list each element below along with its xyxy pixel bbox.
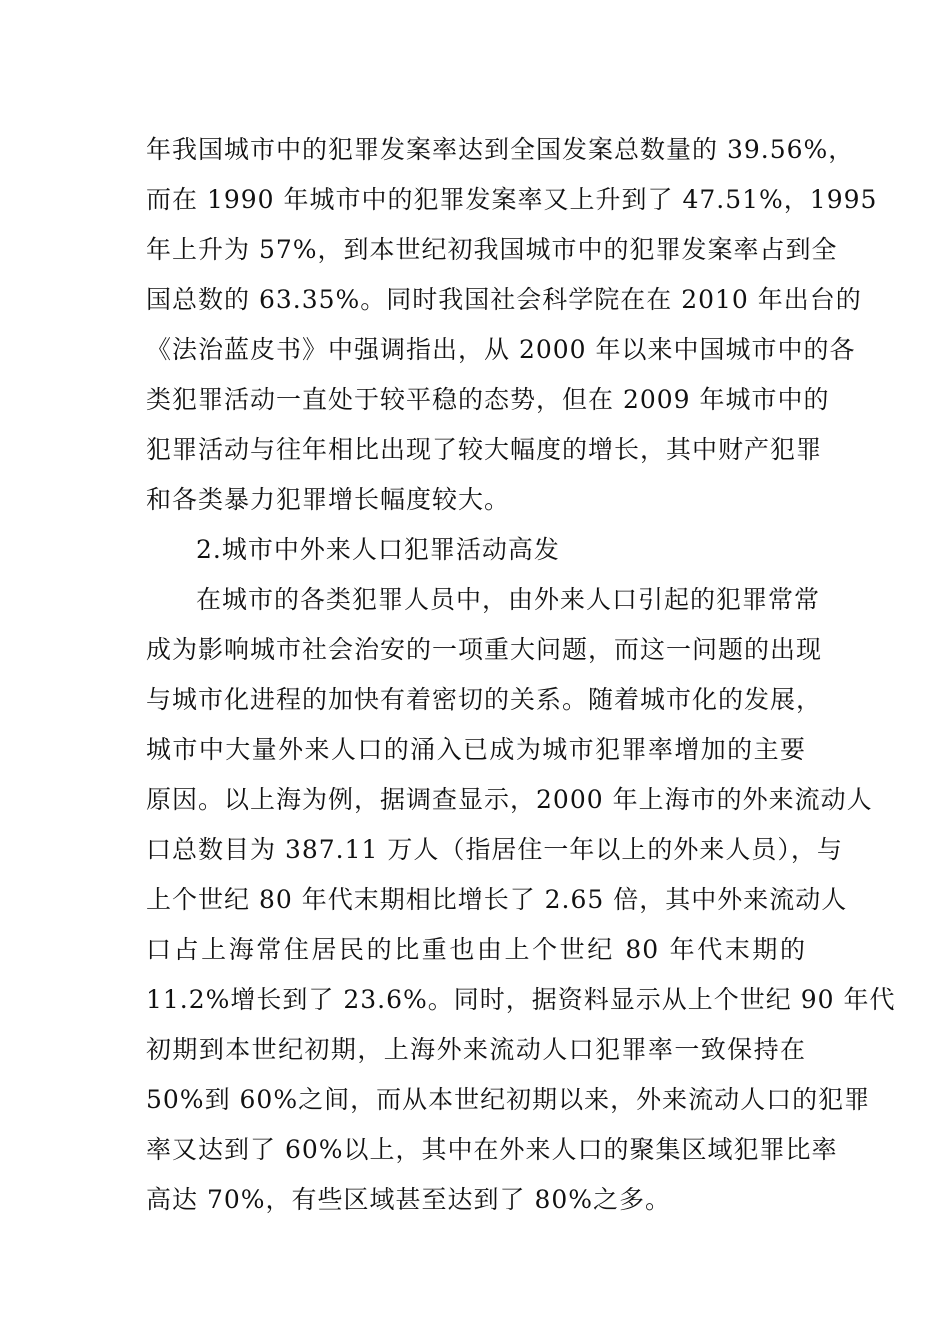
text-line: 成为影响城市社会治安的一项重大问题，而这一问题的出现	[146, 635, 823, 664]
text-line: 在城市的各类犯罪人员中，由外来人口引起的犯罪常常	[196, 585, 821, 614]
text-line: 《法治蓝皮书》中强调指出，从 2000 年以来中国城市中的各	[146, 335, 856, 364]
text-line: 口总数目为 387.11 万人（指居住一年以上的外来人员），与	[146, 835, 843, 864]
text-line: 原因。以上海为例，据调查显示，2000 年上海市的外来流动人	[146, 785, 873, 814]
text-line: 50%到 60%之间，而从本世纪初期以来，外来流动人口的犯罪	[146, 1085, 871, 1114]
text-line: 城市中大量外来人口的涌入已成为城市犯罪率增加的主要	[146, 735, 806, 764]
section-heading: 2.城市中外来人口犯罪活动高发	[196, 535, 560, 564]
text-line: 和各类暴力犯罪增长幅度较大。	[146, 485, 511, 514]
text-line: 上个世纪 80 年代末期相比增长了 2.65 倍，其中外来流动人	[146, 885, 848, 914]
text-line: 年上升为 57%，到本世纪初我国城市中的犯罪发案率占到全	[146, 235, 838, 264]
text-line: 高达 70%，有些区域甚至达到了 80%之多。	[146, 1185, 672, 1214]
text-line: 口占上海常住居民的比重也由上个世纪 80 年代末期的	[146, 935, 806, 964]
text-line: 率又达到了 60%以上，其中在外来人口的聚集区域犯罪比率	[146, 1135, 838, 1164]
text-line: 年我国城市中的犯罪发案率达到全国发案总数量的 39.56%，	[146, 135, 855, 164]
text-line: 犯罪活动与往年相比出现了较大幅度的增长，其中财产犯罪	[146, 435, 823, 464]
text-line: 国总数的 63.35%。同时我国社会科学院在在 2010 年出台的	[146, 285, 862, 314]
text-line: 初期到本世纪初期，上海外来流动人口犯罪率一致保持在	[146, 1035, 806, 1064]
text-line: 类犯罪活动一直处于较平稳的态势，但在 2009 年城市中的	[146, 385, 830, 414]
text-line: 而在 1990 年城市中的犯罪发案率又上升到了 47.51%，1995	[146, 185, 878, 214]
text-line: 与城市化进程的加快有着密切的关系。随着城市化的发展，	[146, 685, 823, 714]
text-line: 11.2%增长到了 23.6%。同时，据资料显示从上个世纪 90 年代	[146, 985, 896, 1014]
